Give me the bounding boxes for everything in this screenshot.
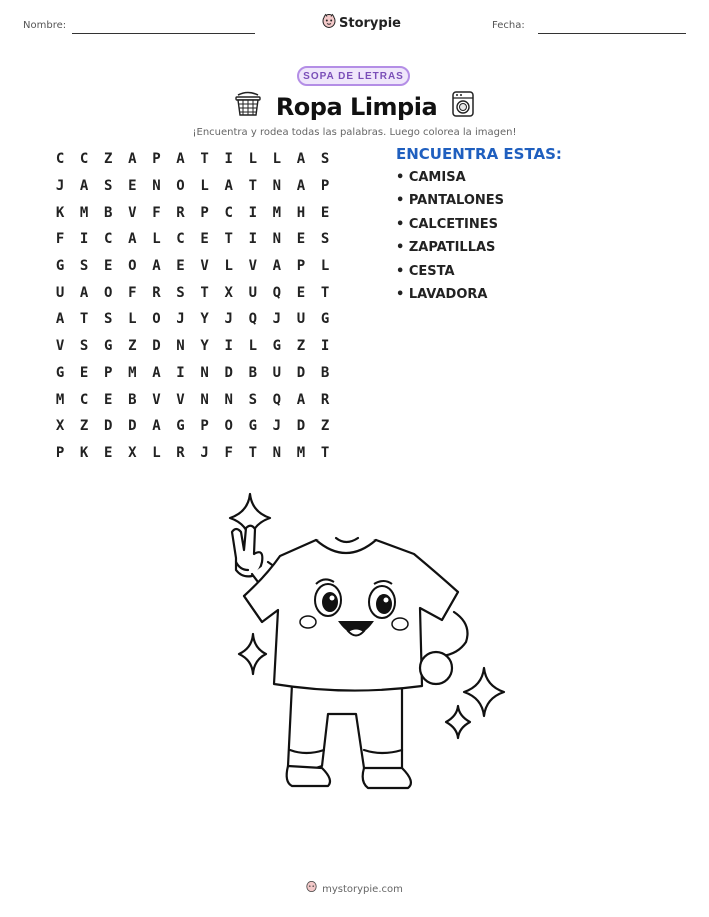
grid-letter[interactable]: I	[320, 338, 330, 355]
grid-letter[interactable]: B	[320, 364, 330, 381]
grid-letter[interactable]: P	[320, 178, 330, 195]
grid-letter[interactable]: J	[224, 311, 233, 328]
laundry-basket-icon	[234, 91, 262, 122]
grid-letter[interactable]: I	[224, 151, 233, 168]
grid-row	[48, 199, 337, 226]
grid-letter[interactable]: U	[272, 364, 282, 381]
grid-letter[interactable]: Q	[272, 284, 282, 301]
grid-row	[48, 306, 337, 333]
grid-letter[interactable]: S	[79, 258, 89, 275]
grid-letter[interactable]: E	[104, 258, 113, 275]
grid-letter[interactable]: T	[320, 444, 330, 461]
grid-letter[interactable]: E	[200, 231, 209, 248]
grid-row	[48, 440, 337, 467]
grid-letter[interactable]: L	[128, 311, 137, 328]
grid-letter[interactable]: L	[320, 258, 330, 275]
grid-letter[interactable]: S	[320, 231, 330, 248]
grid-letter[interactable]: N	[224, 391, 233, 408]
grid-letter[interactable]: S	[248, 391, 258, 408]
grid-letter[interactable]: M	[128, 364, 137, 381]
word-item: • CAMISA	[396, 170, 466, 185]
name-line[interactable]	[72, 33, 255, 34]
grid-letter[interactable]: N	[200, 364, 209, 381]
grid-letter[interactable]: P	[104, 364, 113, 381]
grid-letter[interactable]: R	[152, 284, 161, 301]
grid-letter[interactable]: D	[296, 418, 306, 435]
grid-letter[interactable]: S	[79, 338, 89, 355]
footer-link[interactable]: mystorypie.com	[322, 883, 403, 895]
grid-letter[interactable]: T	[248, 178, 258, 195]
grid-letter[interactable]: N	[272, 231, 282, 248]
grid-letter[interactable]: F	[152, 204, 161, 221]
grid-letter[interactable]: D	[224, 364, 233, 381]
grid-letter[interactable]: U	[296, 311, 306, 328]
grid-letter[interactable]: I	[248, 204, 258, 221]
grid-letter[interactable]: I	[176, 364, 185, 381]
grid-letter[interactable]: Z	[320, 418, 330, 435]
grid-letter[interactable]: T	[248, 444, 258, 461]
grid-letter[interactable]: U	[248, 284, 258, 301]
grid-letter[interactable]: E	[296, 231, 306, 248]
activity-badge: SOPA DE LETRAS	[297, 66, 410, 86]
grid-letter[interactable]: C	[79, 151, 89, 168]
grid-letter[interactable]: B	[128, 391, 137, 408]
word-item: • LAVADORA	[396, 286, 488, 302]
grid-letter[interactable]: R	[320, 391, 330, 408]
grid-letter[interactable]: O	[152, 311, 161, 328]
grid-letter[interactable]: O	[176, 178, 185, 195]
grid-row	[48, 279, 337, 306]
grid-letter[interactable]: P	[55, 444, 65, 461]
grid-letter[interactable]: F	[128, 284, 137, 301]
grid-letter[interactable]: P	[296, 258, 306, 275]
grid-letter[interactable]: E	[104, 444, 113, 461]
grid-letter[interactable]: N	[272, 444, 282, 461]
grid-row	[48, 333, 337, 360]
word-item: • ZAPATILLAS	[396, 240, 496, 256]
grid-letter[interactable]: A	[296, 151, 306, 168]
grid-letter[interactable]: E	[320, 204, 330, 221]
grid-letter[interactable]: Q	[272, 391, 282, 408]
grid-letter[interactable]: H	[296, 204, 306, 221]
grid-letter[interactable]: R	[176, 444, 185, 461]
word-search-grid[interactable]	[48, 146, 337, 466]
grid-letter[interactable]: F	[224, 444, 233, 461]
title-row	[0, 90, 709, 123]
grid-letter[interactable]: Z	[79, 418, 89, 435]
grid-letter[interactable]: A	[296, 391, 306, 408]
grid-letter[interactable]: T	[79, 311, 89, 328]
grid-letter[interactable]: T	[200, 151, 209, 168]
grid-letter[interactable]: V	[248, 258, 258, 275]
grid-row	[48, 360, 337, 387]
word-item: • CALCETINES	[396, 216, 498, 232]
grid-letter[interactable]: M	[272, 204, 282, 221]
grid-letter[interactable]: E	[176, 258, 185, 275]
grid-row	[48, 173, 337, 200]
grid-letter[interactable]: J	[200, 444, 209, 461]
date-line[interactable]	[538, 33, 686, 34]
word-item: • PANTALONES	[396, 193, 505, 209]
grid-letter[interactable]: G	[248, 418, 258, 435]
instructions: ¡Encuentra y rodea todas las palabras. Luego colorea la imagen!	[192, 127, 517, 138]
grid-letter[interactable]: T	[224, 231, 233, 248]
grid-letter[interactable]: T	[200, 284, 209, 301]
grid-letter[interactable]: Z	[128, 338, 137, 355]
grid-letter[interactable]: O	[224, 418, 233, 435]
grid-letter[interactable]: B	[104, 204, 113, 221]
grid-letter[interactable]: J	[55, 178, 65, 195]
grid-letter[interactable]: U	[55, 284, 65, 301]
grid-row	[48, 253, 337, 280]
grid-row	[48, 386, 337, 413]
grid-letter[interactable]: T	[320, 284, 330, 301]
grid-letter[interactable]: L	[248, 151, 258, 168]
t-shirt-character-illustration[interactable]	[196, 488, 516, 811]
grid-letter[interactable]: X	[224, 284, 233, 301]
grid-row	[48, 146, 337, 173]
grid-letter[interactable]: B	[248, 364, 258, 381]
name-label: Nombre:	[23, 20, 67, 31]
grid-letter[interactable]: E	[296, 284, 306, 301]
grid-letter[interactable]: L	[224, 258, 233, 275]
grid-letter[interactable]: A	[128, 231, 137, 248]
grid-letter[interactable]: A	[152, 258, 161, 275]
page-title: Ropa Limpia	[275, 92, 438, 121]
grid-letter[interactable]: J	[272, 311, 282, 328]
storypie-mascot-icon	[306, 880, 317, 898]
grid-letter[interactable]: G	[55, 258, 65, 275]
grid-letter[interactable]: S	[104, 311, 113, 328]
grid-letter[interactable]: V	[200, 258, 209, 275]
grid-letter[interactable]: C	[79, 391, 89, 408]
grid-letter[interactable]: V	[55, 338, 65, 355]
grid-letter[interactable]: L	[248, 338, 258, 355]
grid-letter[interactable]: K	[55, 204, 65, 221]
grid-letter[interactable]: M	[79, 204, 89, 221]
grid-letter[interactable]: K	[79, 444, 89, 461]
grid-row	[48, 413, 337, 440]
grid-letter[interactable]: X	[128, 444, 137, 461]
grid-letter[interactable]: S	[320, 151, 330, 168]
word-list-heading: ENCUENTRA ESTAS:	[396, 145, 562, 163]
grid-letter[interactable]: A	[128, 151, 137, 168]
grid-letter[interactable]: A	[152, 418, 161, 435]
brand-logo	[322, 13, 401, 34]
grid-letter[interactable]: P	[200, 418, 209, 435]
grid-letter[interactable]: D	[104, 418, 113, 435]
grid-letter[interactable]: L	[152, 231, 161, 248]
grid-letter[interactable]: A	[296, 178, 306, 195]
grid-letter[interactable]: L	[152, 444, 161, 461]
grid-letter[interactable]: O	[104, 284, 113, 301]
grid-letter[interactable]: A	[79, 284, 89, 301]
grid-letter[interactable]: L	[200, 178, 209, 195]
grid-letter[interactable]: I	[224, 338, 233, 355]
grid-letter[interactable]: X	[55, 418, 65, 435]
grid-letter[interactable]: I	[79, 231, 89, 248]
sparkle-icon	[446, 706, 470, 738]
grid-letter[interactable]: N	[152, 178, 161, 195]
grid-letter[interactable]: P	[152, 151, 161, 168]
sparkle-icon	[464, 668, 504, 716]
sparkle-icon	[239, 634, 266, 674]
grid-letter[interactable]: M	[296, 444, 306, 461]
washing-machine-icon	[451, 90, 475, 123]
word-list	[396, 170, 504, 310]
grid-letter[interactable]: E	[79, 364, 89, 381]
word-item: • CESTA	[396, 263, 455, 279]
grid-letter[interactable]: G	[55, 364, 65, 381]
grid-letter[interactable]: J	[272, 418, 282, 435]
grid-letter[interactable]: M	[55, 391, 65, 408]
grid-letter[interactable]: J	[176, 311, 185, 328]
grid-letter[interactable]: N	[200, 391, 209, 408]
grid-letter[interactable]: A	[224, 178, 233, 195]
grid-letter[interactable]: G	[104, 338, 113, 355]
grid-letter[interactable]: V	[128, 204, 137, 221]
grid-letter[interactable]: D	[128, 418, 137, 435]
storypie-mascot-icon	[322, 13, 336, 34]
grid-letter[interactable]: I	[248, 231, 258, 248]
grid-letter[interactable]: E	[128, 178, 137, 195]
grid-letter[interactable]: S	[176, 284, 185, 301]
grid-letter[interactable]: D	[296, 364, 306, 381]
grid-letter[interactable]: R	[176, 204, 185, 221]
grid-letter[interactable]: Q	[248, 311, 258, 328]
grid-letter[interactable]: Y	[200, 338, 209, 355]
grid-letter[interactable]: C	[55, 151, 65, 168]
grid-letter[interactable]: A	[152, 364, 161, 381]
grid-letter[interactable]: E	[104, 391, 113, 408]
grid-letter[interactable]: D	[152, 338, 161, 355]
brand-name: Storypie	[339, 16, 401, 31]
grid-letter[interactable]: G	[272, 338, 282, 355]
grid-letter[interactable]: S	[104, 178, 113, 195]
grid-letter[interactable]: C	[104, 231, 113, 248]
grid-letter[interactable]: L	[272, 151, 282, 168]
grid-letter[interactable]: N	[272, 178, 282, 195]
grid-letter[interactable]: F	[55, 231, 65, 248]
grid-letter[interactable]: A	[176, 151, 185, 168]
footer	[0, 880, 709, 898]
grid-letter[interactable]: V	[152, 391, 161, 408]
grid-letter[interactable]: G	[176, 418, 185, 435]
grid-letter[interactable]: G	[320, 311, 330, 328]
grid-letter[interactable]: Z	[296, 338, 306, 355]
grid-letter[interactable]: C	[224, 204, 233, 221]
grid-letter[interactable]: O	[128, 258, 137, 275]
grid-letter[interactable]: Z	[104, 151, 113, 168]
grid-row	[48, 226, 337, 253]
grid-letter[interactable]: A	[55, 311, 65, 328]
date-label: Fecha:	[492, 20, 525, 31]
grid-letter[interactable]: A	[79, 178, 89, 195]
grid-letter[interactable]: V	[176, 391, 185, 408]
grid-letter[interactable]: C	[176, 231, 185, 248]
grid-letter[interactable]: P	[200, 204, 209, 221]
grid-letter[interactable]: N	[176, 338, 185, 355]
grid-letter[interactable]: A	[272, 258, 282, 275]
grid-letter[interactable]: Y	[200, 311, 209, 328]
